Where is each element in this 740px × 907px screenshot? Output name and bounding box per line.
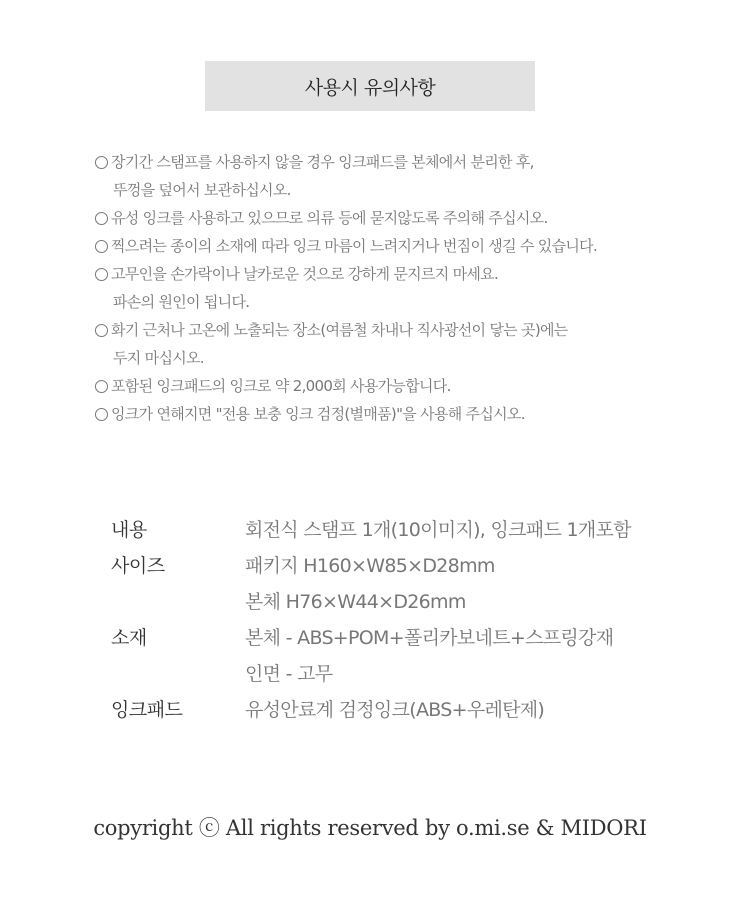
notice-line-continued <box>95 288 725 316</box>
spec-row-ink-pad <box>111 692 671 728</box>
notice-line <box>95 316 725 344</box>
notice-text: 뚜껑을 덮어서 보관하십시오. <box>113 181 291 199</box>
spec-value: 본체 - ABS+POM+폴리카보네트+스프링강재 <box>245 627 614 649</box>
spec-label <box>111 584 245 620</box>
notice-line <box>95 148 725 176</box>
spec-label: 내용 <box>111 519 147 541</box>
spec-row-size <box>111 548 671 584</box>
title-banner <box>205 61 535 111</box>
spec-value: 인면 - 고무 <box>245 663 333 685</box>
notice-line <box>95 260 725 288</box>
notice-text: 화기 근처나 고온에 노출되는 장소(여름철 차내나 직사광선이 닿는 곳)에는 <box>111 321 568 339</box>
notice-text: 잉크가 연해지면 "전용 보충 잉크 검정(별매품)"을 사용해 주십시오. <box>111 405 525 423</box>
spec-value: 유성안료계 검정잉크(ABS+우레탄제) <box>245 699 545 721</box>
notice-text: 고무인을 손가락이나 날카로운 것으로 강하게 문지르지 마세요. <box>111 265 499 283</box>
circle-bullet-icon <box>95 324 108 337</box>
spec-label: 사이즈 <box>111 555 165 577</box>
notice-text: 포함된 잉크패드의 잉크로 약 2,000회 사용가능합니다. <box>111 377 451 395</box>
spec-value: 회전식 스탬프 1개(10이미지), 잉크패드 1개포함 <box>245 519 631 541</box>
circle-bullet-icon <box>95 156 108 169</box>
copyright-notice: copyright ⓒ All rights reserved by o.mi.se & MIDORI <box>93 816 647 840</box>
spec-label: 소재 <box>111 627 147 649</box>
circle-bullet-icon <box>95 268 108 281</box>
circle-bullet-icon <box>95 408 108 421</box>
product-spec-table <box>111 512 671 728</box>
spec-row-material <box>111 620 671 656</box>
circle-bullet-icon <box>95 240 108 253</box>
notice-text: 장기간 스탬프를 사용하지 않을 경우 잉크패드를 본체에서 분리한 후, <box>111 153 534 171</box>
notice-text: 파손의 원인이 됩니다. <box>113 293 250 311</box>
spec-value: 패키지 H160×W85×D28mm <box>245 555 495 577</box>
spec-row-material-face <box>111 656 671 692</box>
notice-line <box>95 400 725 428</box>
spec-row-contents <box>111 512 671 548</box>
notice-line <box>95 372 725 400</box>
spec-label <box>111 656 245 692</box>
notice-line-continued <box>95 344 725 372</box>
spec-row-size-body <box>111 584 671 620</box>
notice-line-continued <box>95 176 725 204</box>
spec-label: 잉크패드 <box>111 699 183 721</box>
spec-value: 본체 H76×W44×D26mm <box>245 591 466 613</box>
circle-bullet-icon <box>95 212 108 225</box>
circle-bullet-icon <box>95 380 108 393</box>
notice-line <box>95 204 725 232</box>
notice-line <box>95 232 725 260</box>
notice-text: 유성 잉크를 사용하고 있으므로 의류 등에 묻지않도록 주의해 주십시오. <box>111 209 548 227</box>
notice-text: 두지 마십시오. <box>113 349 204 367</box>
usage-notice-list <box>95 148 725 428</box>
page-title: 사용시 유의사항 <box>304 76 436 99</box>
notice-text: 찍으려는 종이의 소재에 따라 잉크 마름이 느려지거나 번짐이 생길 수 있습니다. <box>111 237 598 255</box>
